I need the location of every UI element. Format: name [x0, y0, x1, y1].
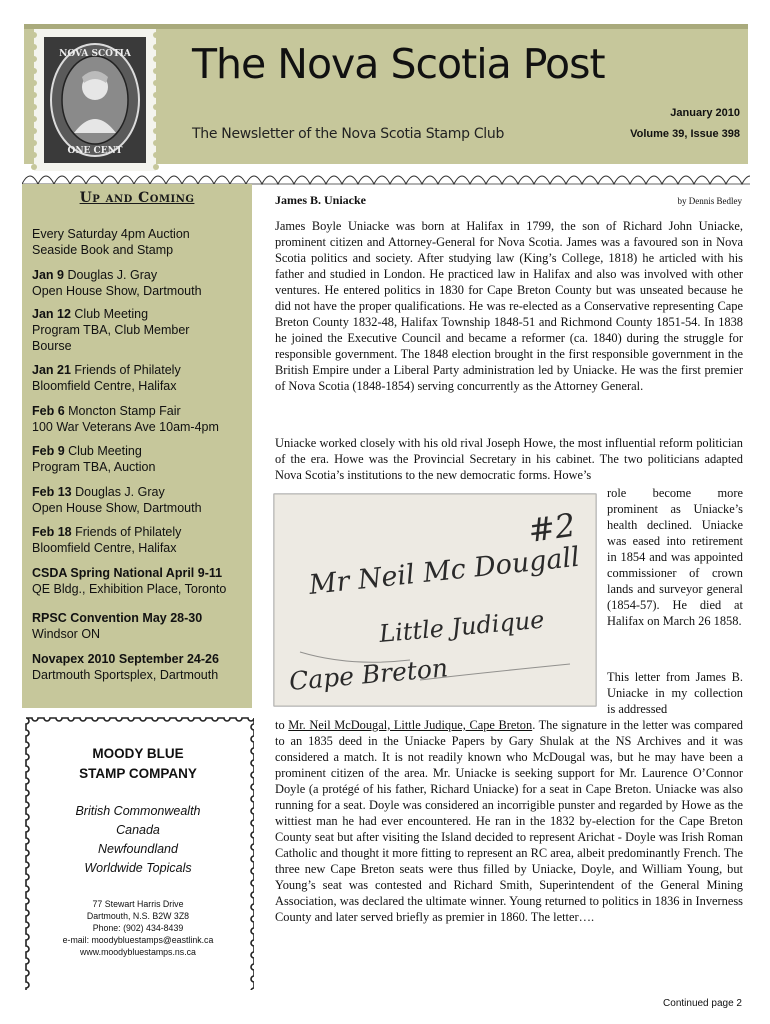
stamp-image: [30, 25, 160, 175]
stamp-top-text: NOVA SCOTIA: [59, 49, 131, 59]
event-item: [32, 226, 254, 258]
event-detail: Club Meeting: [74, 307, 149, 321]
event-date: Feb 9: [32, 444, 65, 458]
event-detail: Friends of Philately: [75, 525, 182, 539]
ad-specialty: Newfoundland: [98, 842, 178, 856]
stamp-bottom-text: ONE CENT: [67, 146, 123, 156]
event-date: Jan 9: [32, 268, 64, 282]
event-detail: Douglas J. Gray: [67, 268, 158, 282]
event-item: [32, 306, 254, 354]
article-paragraph: [275, 717, 743, 925]
article-paragraph: This letter from James B. Uniacke in my collection is addressed: [607, 670, 743, 716]
ad-address-city: Dartmouth, N.S. B2W 3Z8: [86, 911, 190, 921]
newsletter-subtitle: The Newsletter of the Nova Scotia Stamp Club: [192, 126, 505, 142]
sidebar-title: Up and Coming: [79, 190, 195, 206]
event-date: Feb 13: [32, 485, 72, 499]
event-date: Jan 12: [32, 307, 71, 321]
ad-moody-blue: [40, 730, 236, 958]
event-detail: Friends of Philately: [74, 363, 181, 377]
article-text: to: [275, 718, 289, 732]
article-byline: by Dennis Bedley: [677, 196, 742, 206]
event-title: RPSC Convention May 28-30: [32, 611, 203, 625]
event-detail: Bloomfield Centre, Halifax: [32, 379, 177, 393]
event-item: [32, 403, 254, 435]
event-detail: Bourse: [32, 339, 72, 353]
event-item: [32, 484, 254, 516]
event-detail: Windsor ON: [32, 627, 101, 641]
letter-address-place: Little Judique: [378, 605, 546, 648]
ad-address-street: 77 Stewart Harris Drive: [92, 899, 184, 909]
event-item: [32, 565, 254, 597]
event-detail: 100 War Veterans Ave 10am-4pm: [32, 420, 219, 434]
article-text: . The signature in the letter was compared to an 1835 deed in the Uniacke Papers by Gary Shulak at the NS Archives and it was considered a match. It is not readily known who McDougal was, but he may have been a prominent citizen of the area. Mr. Uniacke is seeking support for Mr. Laurence O’Connor Doyle (a protégé of his father, Richard Uniacke) for a seat in Cape Breton. Uniacke was also running for a seat. Doyle was considered an incorrigible punster and regarded by Howe as the wittiest man he had ever encountered. He ran in the 1832 by-election for the Cape Breton County seat but after visiting the Island decided to represent Arichat - Doyle was Irish Roman Catholic and thought it more fitting to represent an RC area, albeit predominantly French. The three new Cape Breton seats were thus filled by Uniacke, Doyle, and William Young, but Young’s seat was contested and Richard Smith, Superintendent of the General Mining Association, was declared the ultimate winner. Young returned to politics in 1836 in Inverness County and later served briefly as premier in 1860. The letter….: [275, 718, 743, 924]
newsletter-title: The Nova Scotia Post: [192, 40, 605, 88]
event-detail: Program TBA, Auction: [32, 460, 156, 474]
letter-image: [270, 492, 600, 708]
ad-specialty: British Commonwealth: [75, 804, 201, 818]
ad-company-name-line1: MOODY BLUE: [92, 746, 184, 761]
event-date: Feb 18: [32, 525, 72, 539]
event-detail: Program TBA, Club Member: [32, 323, 190, 337]
event-item: [32, 651, 254, 683]
issue-date: January 2010: [670, 107, 740, 119]
event-item: [32, 610, 254, 642]
continued-note: Continued page 2: [663, 998, 742, 1009]
article-paragraph: role become more prominent as Uniacke’s health declined. Uniacke was eased into retirement in 1854 and was appointed commissioner of crown lands and surveyor general (1854-57). He died at Halifax on March 26 1858.: [607, 486, 743, 628]
event-title: Novapex 2010 September 24-26: [32, 652, 219, 666]
article-title: James B. Uniacke: [275, 193, 366, 207]
article-paragraph: Uniacke worked closely with his old rival Joseph Howe, the most influential reform politician of the era. Howe was the Provincial Secretary in his cabinet. The two politicians adapted Nova Scotia’s institutions to the new democratic forms. Howe’s: [275, 436, 743, 482]
event-detail: Club Meeting: [68, 444, 142, 458]
ad-specialty: Worldwide Topicals: [84, 861, 192, 875]
letter-mark: #2: [525, 505, 578, 550]
event-item: [32, 267, 254, 299]
event-detail: Open House Show, Dartmouth: [32, 501, 202, 515]
event-item: [32, 362, 254, 394]
ad-website[interactable]: www.moodybluestamps.ns.ca: [80, 947, 196, 957]
scallop-divider: [22, 164, 750, 186]
event-detail: Bloomfield Centre, Halifax: [32, 541, 177, 555]
event-date: Jan 21: [32, 363, 71, 377]
event-item: [32, 443, 254, 475]
event-detail: Dartmouth Sportsplex, Dartmouth: [32, 668, 219, 682]
ad-specialty: Canada: [116, 823, 160, 837]
letter-address-region: Cape Breton: [287, 653, 450, 696]
event-detail: QE Bldg., Exhibition Place, Toronto: [32, 582, 227, 596]
article-paragraph: James Boyle Uniacke was born at Halifax in 1799, the son of Richard John Uniacke, prominent citizen and Attorney-General for Nova Scotia. James was a favoured son in Nova Scotia politics and society. After studying law (King’s College, 1818) he articled with his father and studied in London. He practiced law in Halifax and also was involved with other ventures. He entered politics in 1830 for Cape Breton County but was unseated because he did not have the proper qualifications. He was re-elected as a Conservative representing Cape Breton County 1832-48, Halifax Township 1848-51 and Richmond County 1851-54. In 1838 he joined the Executive Council and became a reformer (ca. 1840) during the struggle for responsible government. The 1848 election brought in the first responsible government in the British Empire under a Liberal Party administration led by Uniacke. He was the first premier of Nova Scotia (1848-1854) serving concurrently as the Attorney General.: [275, 219, 743, 393]
ad-email[interactable]: e-mail: moodybluestamps@eastlink.ca: [62, 935, 214, 945]
address-link[interactable]: Mr. Neil McDougal, Little Judique, Cape Breton: [288, 718, 533, 732]
event-detail: Seaside Book and Stamp: [32, 243, 174, 257]
letter-address-name: Mr Neil Mc Dougall: [307, 541, 582, 601]
event-detail: Every Saturday 4pm Auction: [32, 227, 190, 241]
ad-phone: Phone: (902) 434-8439: [92, 923, 184, 933]
ad-company-name-line2: STAMP COMPANY: [79, 766, 197, 781]
event-item: [32, 524, 254, 556]
event-detail: Moncton Stamp Fair: [68, 404, 181, 418]
event-detail: Douglas J. Gray: [75, 485, 165, 499]
event-title: CSDA Spring National April 9-11: [32, 566, 223, 580]
event-date: Feb 6: [32, 404, 65, 418]
issue-volume: Volume 39, Issue 398: [630, 128, 740, 140]
event-detail: Open House Show, Dartmouth: [32, 284, 202, 298]
